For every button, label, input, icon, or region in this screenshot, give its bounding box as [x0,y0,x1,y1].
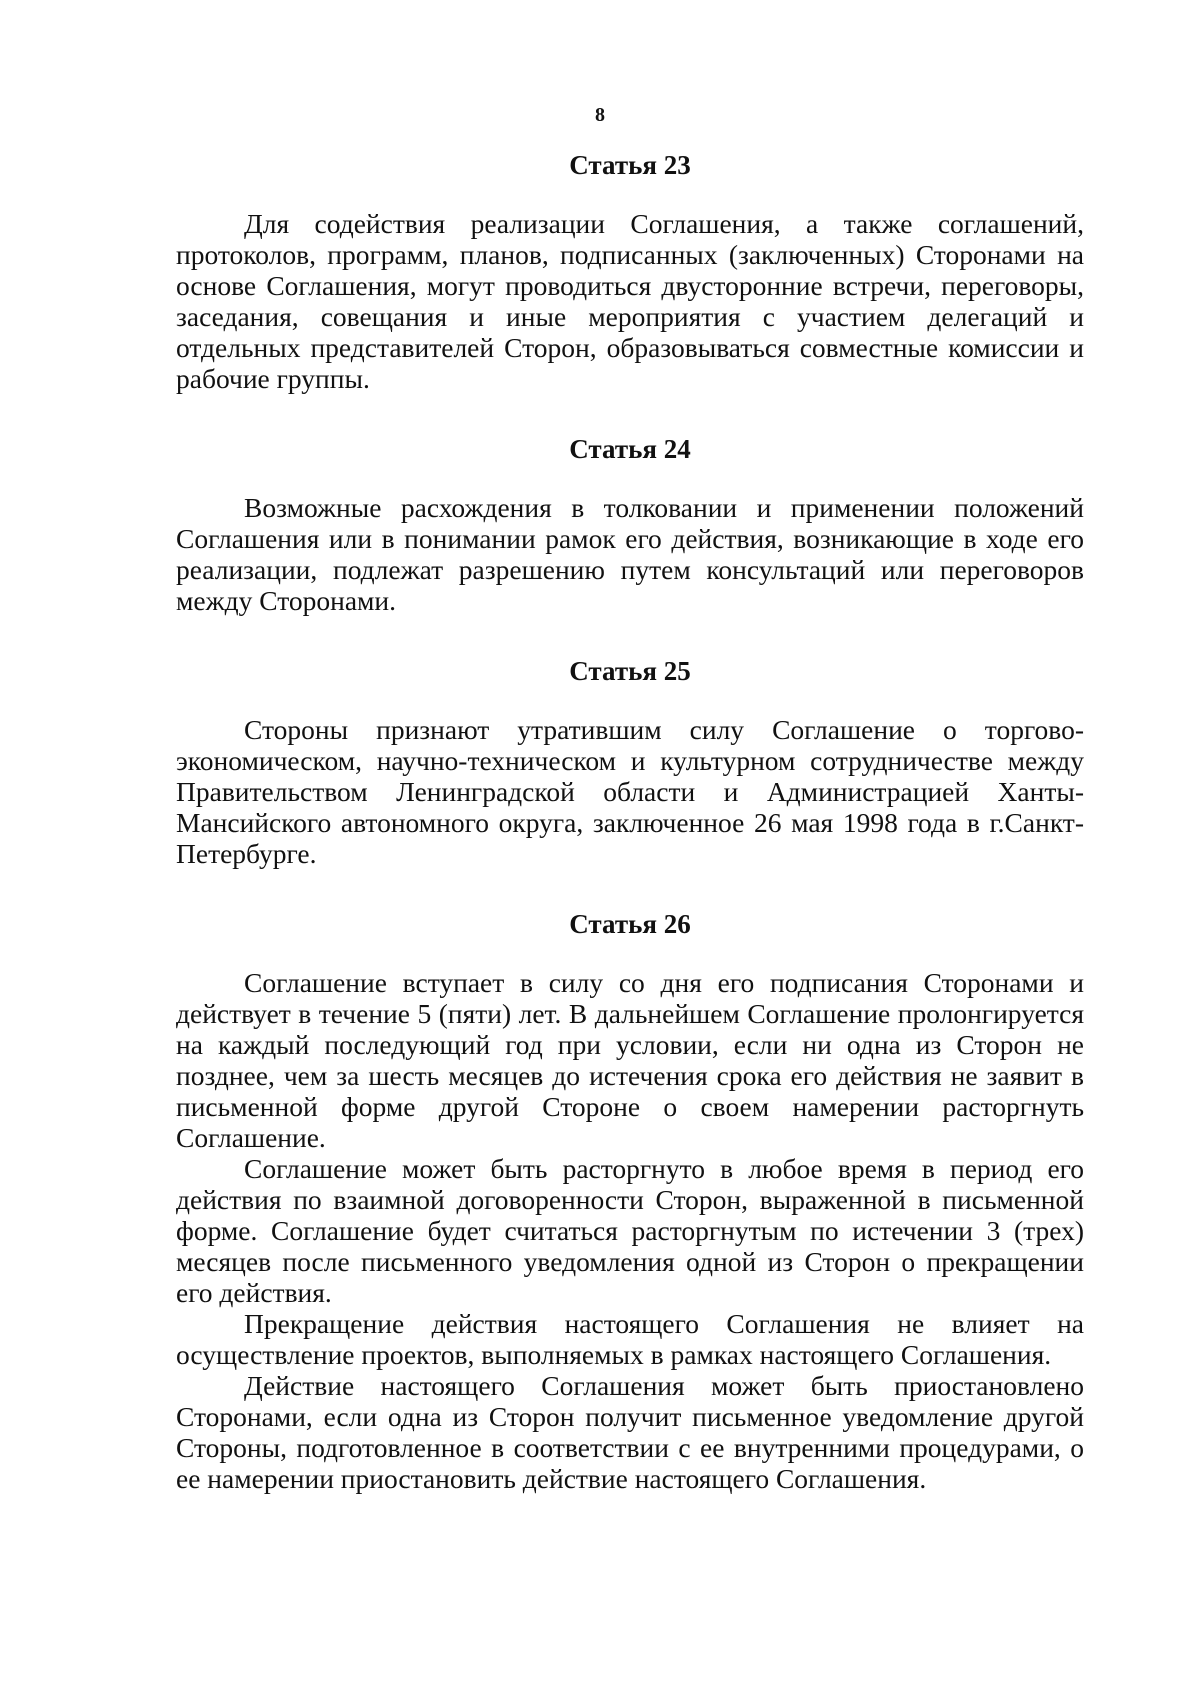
article-24 [176,432,1084,616]
article-paragraph: Возможные расхождения в толковании и применении положений Соглашения или в понимании рамок его действия, возникающие в ходе его реализации, подлежат разрешению путем консультаций или переговоров между Сторонами. [176,492,1084,616]
article-title: Статья 26 [569,909,691,939]
article-title: Статья 25 [569,656,691,686]
document-body [176,148,1084,1532]
article-paragraph: Действие настоящего Соглашения может быть приостановлено Сторонами, если одна из Сторон получит письменное уведомление другой Стороны, подготовленное в соответствии с ее внутренними процедурами, о ее намерении приостановить действие настоящего Соглашения. [176,1370,1084,1494]
article-25 [176,654,1084,869]
article-26 [176,907,1084,1494]
article-paragraph: Соглашение вступает в силу со дня его подписания Сторонами и действует в течение 5 (пяти) лет. В дальнейшем Соглашение пролонгируется на каждый последующий год при условии, если ни одна из Сторон не позднее, чем за шесть месяцев до истечения срока его действия не заявит в письменной форме другой Стороне о своем намерении расторгнуть Соглашение. [176,967,1084,1153]
article-paragraph: Стороны признают утратившим силу Соглашение о торгово-экономическом, научно-техническом и культурном сотрудничестве между Правительством Ленинградской области и Администрацией Ханты-Мансийского автономного округа, заключенное 26 мая 1998 года в г.Санкт-Петербурге. [176,714,1084,869]
article-paragraph: Соглашение может быть расторгнуто в любое время в период его действия по взаимной договоренности Сторон, выраженной в письменной форме. Соглашение будет считаться расторгнутым по истечении 3 (трех) месяцев после письменного уведомления одной из Сторон о прекращении его действия. [176,1153,1084,1308]
article-title: Статья 23 [569,150,691,180]
article-23 [176,148,1084,394]
article-paragraph: Для содействия реализации Соглашения, а также соглашений, протоколов, программ, планов, подписанных (заключенных) Сторонами на основе Соглашения, могут проводиться двусторонние встречи, переговоры, заседания, совещания и иные мероприятия с участием делегаций и отдельных представителей Сторон, образовываться совместные комиссии и рабочие группы. [176,208,1084,394]
article-title: Статья 24 [569,434,691,464]
page-number: 8 [595,104,605,126]
article-paragraph: Прекращение действия настоящего Соглашения не влияет на осуществление проектов, выполняемых в рамках настоящего Соглашения. [176,1308,1084,1370]
